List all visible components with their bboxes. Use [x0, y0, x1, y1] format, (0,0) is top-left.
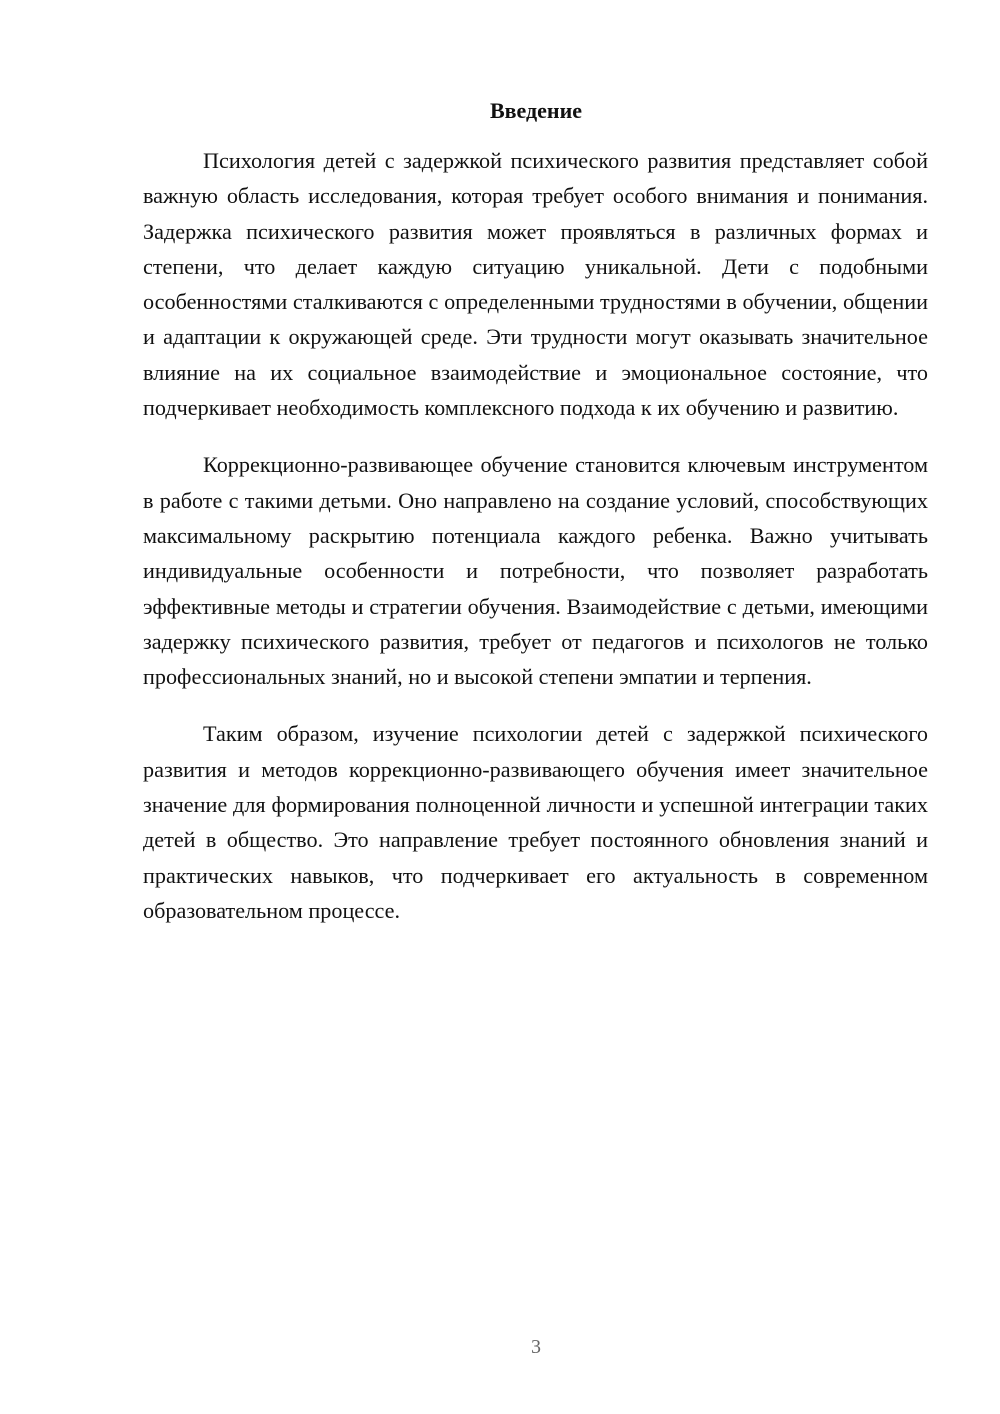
paragraph: Психология детей с задержкой психического развития представляет собой важную область исследования, которая требует особого внимания и понимания. Задержка психического развития может проявляться в различных формах и степени, что делает каждую ситуацию уникальной. Дети с подобными особенностями сталкиваются с определенными трудностями в обучении, общении и адаптации к окружающей среде. Эти трудности могут оказывать значительное влияние на их социальное взаимодействие и эмоциональное состояние, что подчеркивает необходимость комплексного подхода к их обучению и развитию. [143, 148, 928, 421]
body-text [143, 143, 928, 928]
section-heading: Введение [489, 98, 583, 123]
paragraph: Коррекционно-развивающее обучение становится ключевым инструментом в работе с такими детьми. Оно направлено на создание условий, способствующих максимальному раскрытию потенциала каждого ребенка. Важно учитывать индивидуальные особенности и потребности, что позволяет разработать эффективные методы и стратегии обучения. Взаимодействие с детьми, имеющими задержку психического развития, требует от педагогов и психологов не только профессиональных знаний, но и высокой степени эмпатии и терпения. [143, 452, 928, 690]
page-number: 3 [531, 1336, 541, 1358]
paragraph: Таким образом, изучение психологии детей с задержкой психического развития и методов коррекционно-развивающего обучения имеет значительное значение для формирования полноценной личности и успешной интеграции таких детей в общество. Это направление требует постоянного обновления знаний и практических навыков, что подчеркивает его актуальность в современном образовательном процессе. [143, 721, 928, 923]
